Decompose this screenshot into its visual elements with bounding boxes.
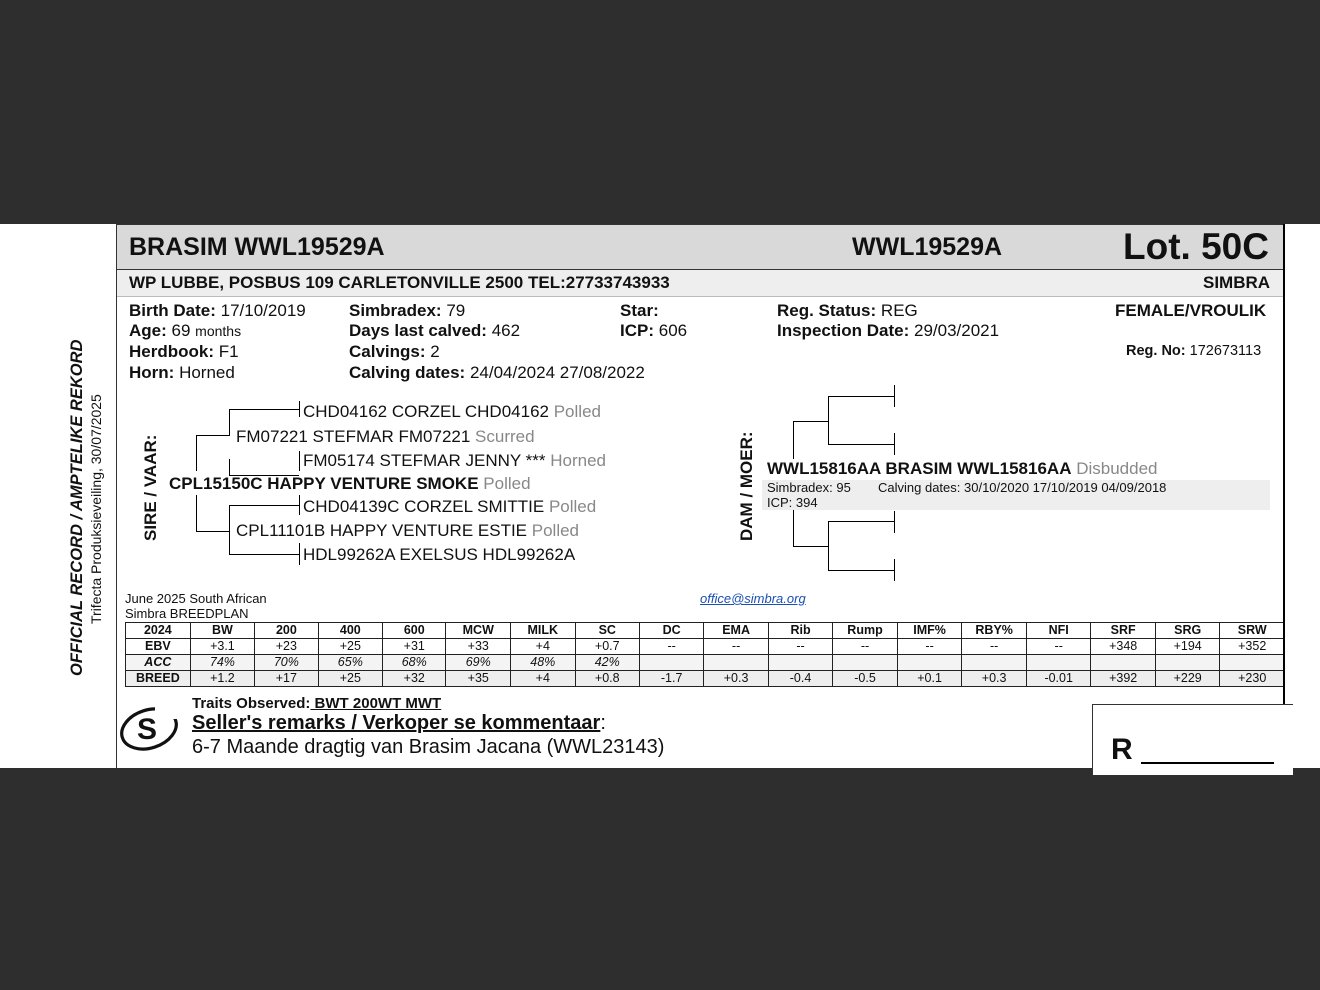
ped-line	[229, 505, 299, 506]
ped-line	[793, 421, 829, 422]
ped-line	[196, 531, 230, 532]
ebv-cell: 74%	[190, 655, 254, 671]
star-label: Star:	[620, 301, 659, 320]
dam-icp: ICP: 394	[767, 495, 818, 510]
animal-name: BRASIM WWL19529A	[129, 233, 385, 261]
sale-record-sheet	[0, 224, 1320, 768]
dam-label: DAM / MOER:	[737, 431, 756, 541]
ebv-cell: +229	[1155, 671, 1219, 687]
price-line[interactable]	[1141, 762, 1274, 764]
sire-sire-dam: FM05174 STEFMAR JENNY *** Horned	[303, 451, 606, 470]
seller-remarks-heading: Seller's remarks / Verkoper se kommentaar:	[192, 712, 606, 734]
traits-observed: Traits Observed: BWT 200WT MWT	[192, 695, 442, 712]
breedplan-line2: Simbra BREEDPLAN	[125, 606, 249, 621]
ebv-cell	[704, 655, 768, 671]
price-box	[1092, 704, 1293, 775]
ped-line	[793, 546, 829, 547]
ebv-cell: 65%	[318, 655, 382, 671]
ebv-cell: +4	[511, 639, 576, 655]
card-right-border	[1283, 224, 1285, 704]
sire-label: SIRE / VAAR:	[141, 434, 160, 541]
ebv-cell: +1.2	[190, 671, 254, 687]
ebv-cell: 42%	[575, 655, 639, 671]
animal-card	[116, 224, 1285, 769]
icp: ICP: 606	[620, 321, 688, 340]
ebv-row-breed	[126, 671, 1285, 687]
ebv-cell: +230	[1220, 671, 1285, 687]
ebv-cell	[1155, 655, 1219, 671]
ebv-cell: MCW	[446, 623, 511, 639]
days-last-calved: Days last calved: 462	[349, 321, 521, 340]
simbra-s-icon	[119, 703, 183, 755]
birth-date: Birth Date: 17/10/2019	[129, 301, 306, 320]
ebv-cell	[1220, 655, 1285, 671]
ebv-cell: --	[704, 639, 768, 655]
ebv-cell: +392	[1091, 671, 1155, 687]
ebv-cell: --	[962, 639, 1027, 655]
ebv-cell: +31	[383, 639, 446, 655]
ped-line	[229, 409, 230, 435]
ebv-cell	[897, 655, 962, 671]
ebv-cell: --	[833, 639, 898, 655]
reg-number: Reg. No: 172673113	[1126, 343, 1262, 359]
horn-status: Horn: Horned	[129, 363, 235, 382]
ebv-cell: BW	[190, 623, 254, 639]
ped-line	[828, 396, 829, 444]
ped-line	[828, 521, 894, 522]
seller-remarks: 6-7 Maande dragtig van Brasim Jacana (WWL23143)	[192, 736, 665, 758]
ebv-cell: --	[897, 639, 962, 655]
animal-ident: WWL19529A	[852, 233, 1003, 261]
herdbook: Herdbook: F1	[129, 342, 239, 361]
svg-text:S: S	[137, 713, 158, 746]
ebv-cell: +33	[446, 639, 511, 655]
ped-line	[299, 401, 300, 417]
ebv-cell	[1091, 655, 1155, 671]
ebv-cell: MILK	[511, 623, 576, 639]
ped-line	[229, 459, 230, 475]
ebv-cell: 200	[255, 623, 318, 639]
price-r-label: R	[1111, 733, 1133, 766]
ebv-cell: 69%	[446, 655, 511, 671]
ebv-cell: 48%	[511, 655, 576, 671]
ebv-row-acc	[126, 655, 1285, 671]
ebv-cell	[1026, 655, 1090, 671]
ebv-cell: 2024	[126, 623, 191, 639]
ebv-cell: 400	[318, 623, 382, 639]
ped-line	[299, 451, 300, 471]
card-header	[117, 225, 1285, 270]
breedplan-line1: June 2025 South African	[125, 591, 267, 606]
ebv-row-ebv	[126, 639, 1285, 655]
ebv-cell: SRG	[1155, 623, 1219, 639]
breed-label: SIMBRA	[1203, 273, 1271, 292]
ebv-cell: 70%	[255, 655, 318, 671]
ebv-cell	[768, 655, 832, 671]
ebv-cell: +194	[1155, 639, 1219, 655]
ebv-cell: --	[768, 639, 832, 655]
ebv-cell: +348	[1091, 639, 1155, 655]
lot-number: Lot. 50C	[1123, 226, 1269, 267]
ebv-cell: -0.5	[833, 671, 898, 687]
ped-line	[299, 543, 300, 565]
ebv-cell: +0.3	[962, 671, 1027, 687]
ebv-cell: Rump	[833, 623, 898, 639]
ebv-cell: -0.01	[1026, 671, 1090, 687]
sale-name-label: Trifecta Produksieveiling, 30/07/2025	[88, 394, 104, 624]
ebv-cell: BREED	[126, 671, 191, 687]
ebv-cell: +25	[318, 639, 382, 655]
ebv-cell	[962, 655, 1027, 671]
ped-line	[828, 521, 829, 571]
ped-line	[894, 511, 895, 533]
ebv-cell: SRF	[1091, 623, 1155, 639]
ped-line	[828, 396, 894, 397]
ped-line	[196, 435, 197, 471]
ebv-cell	[833, 655, 898, 671]
ebv-cell: EMA	[704, 623, 768, 639]
ped-line	[299, 495, 300, 515]
ebv-cell: +3.1	[190, 639, 254, 655]
ped-line	[196, 435, 230, 436]
ebv-cell: DC	[639, 623, 703, 639]
official-record-label: OFFICIAL RECORD / AMPTELIKE REKORD	[68, 339, 86, 676]
age: Age: 69 months	[129, 321, 242, 340]
ebv-cell: SRW	[1220, 623, 1285, 639]
ebv-cell: SC	[575, 623, 639, 639]
left-margin	[0, 224, 116, 768]
ped-line	[828, 570, 894, 571]
ebv-cell: +0.8	[575, 671, 639, 687]
ebv-cell: NFI	[1026, 623, 1090, 639]
sire: CPL15150C HAPPY VENTURE SMOKE Polled	[169, 474, 531, 493]
ebv-table	[125, 622, 1285, 687]
dam: WWL15816AA BRASIM WWL15816AA Disbudded	[767, 459, 1158, 478]
ped-line	[229, 505, 230, 555]
ebv-cell: RBY%	[962, 623, 1027, 639]
ebv-cell: IMF%	[897, 623, 962, 639]
ped-line	[229, 554, 299, 555]
sire-sire-sire: CHD04162 CORZEL CHD04162 Polled	[303, 402, 601, 421]
sire-dam: CPL11101B HAPPY VENTURE ESTIE Polled	[236, 521, 580, 540]
sire-dam-sire: CHD04139C CORZEL SMITTIE Polled	[303, 497, 597, 516]
ped-line	[229, 409, 299, 410]
ped-line	[894, 433, 895, 455]
ebv-cell: -0.4	[768, 671, 832, 687]
ebv-cell: Rib	[768, 623, 832, 639]
sire-dam-dam: HDL99262A EXELSUS HDL99262A	[303, 545, 576, 564]
ebv-cell: -1.7	[639, 671, 703, 687]
ebv-cell: +0.7	[575, 639, 639, 655]
ebv-cell: +17	[255, 671, 318, 687]
sex-label: FEMALE/VROULIK	[1115, 301, 1267, 320]
ped-line	[894, 385, 895, 407]
ped-line	[793, 421, 794, 459]
simbradex: Simbradex: 79	[349, 301, 466, 320]
email-link[interactable]: office@simbra.org	[700, 591, 806, 606]
ebv-cell: +0.1	[897, 671, 962, 687]
owner-address: WP LUBBE, POSBUS 109 CARLETONVILLE 2500 TEL:27733743933	[129, 273, 670, 292]
ebv-cell: --	[639, 639, 703, 655]
ebv-cell: EBV	[126, 639, 191, 655]
reg-status: Reg. Status: REG	[777, 301, 918, 320]
ebv-cell: 600	[383, 623, 446, 639]
ebv-cell: +23	[255, 639, 318, 655]
ped-line	[196, 495, 197, 531]
ebv-cell: +4	[511, 671, 576, 687]
ped-line	[793, 509, 794, 547]
inspection-date: Inspection Date: 29/03/2021	[777, 321, 1000, 340]
ebv-header-row	[126, 623, 1285, 639]
calving-dates: Calving dates: 24/04/2024 27/08/2022	[349, 363, 645, 382]
ebv-cell: +35	[446, 671, 511, 687]
ebv-cell: +0.3	[704, 671, 768, 687]
ebv-cell: +32	[383, 671, 446, 687]
ebv-cell: +25	[318, 671, 382, 687]
ebv-cell: 68%	[383, 655, 446, 671]
sire-sire: FM07221 STEFMAR FM07221 Scurred	[236, 427, 535, 446]
ped-line	[894, 559, 895, 581]
simbra-logo	[119, 703, 183, 755]
owner-bar	[117, 270, 1285, 297]
ebv-cell: ACC	[126, 655, 191, 671]
calvings: Calvings: 2	[349, 342, 440, 361]
ebv-cell: +352	[1220, 639, 1285, 655]
ebv-cell	[639, 655, 703, 671]
ebv-cell: --	[1026, 639, 1090, 655]
dam-calving-dates: Calving dates: 30/10/2020 17/10/2019 04/09/2018	[878, 480, 1167, 495]
dam-simbradex: Simbradex: 95	[767, 480, 851, 495]
ped-line	[828, 444, 894, 445]
